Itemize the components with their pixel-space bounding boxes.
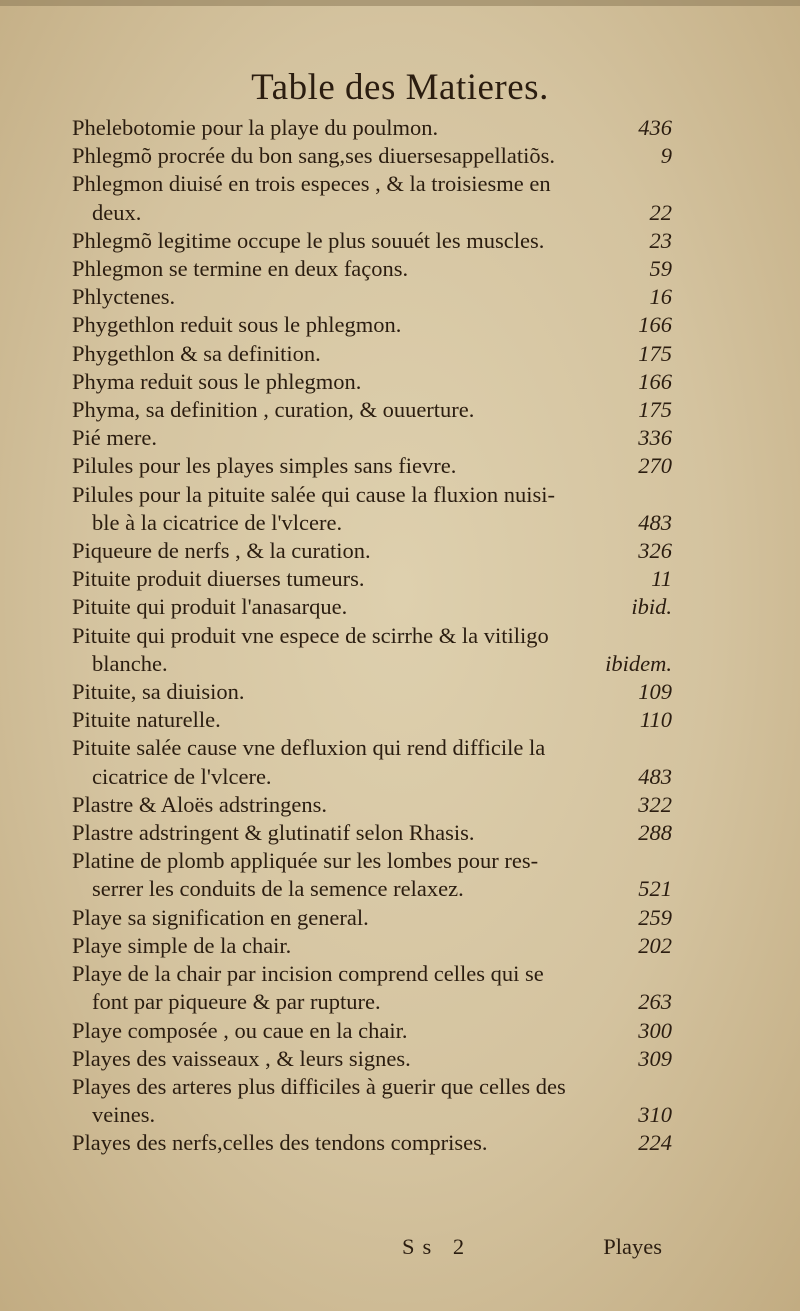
index-entry [72, 565, 672, 593]
index-entry [72, 142, 672, 170]
entry-text: Pituite qui produit vne espece de scirrhe & la vitiligo [72, 622, 549, 648]
entry-page-number: 263 [638, 989, 672, 1015]
entry-page-number: 336 [638, 425, 672, 451]
entry-text: Pituite naturelle. [72, 707, 221, 733]
index-entry [72, 396, 672, 424]
entry-page-number: 483 [638, 509, 672, 535]
index-entry [72, 537, 672, 565]
entry-page-number: 326 [638, 538, 672, 564]
entry-continuation: deux. [92, 199, 142, 225]
entry-text: Phlegmon se termine en deux façons. [72, 256, 409, 282]
signature-mark: Ss 2 [402, 1234, 473, 1259]
index-entry [72, 1073, 672, 1129]
entry-text: Platine de plomb appliquée sur les lombes pour res- [72, 848, 539, 874]
entry-text: Phelebotomie pour la playe du poulmon. [72, 115, 439, 140]
index-entry [72, 678, 672, 706]
entry-page-number: ibidem. [605, 650, 672, 676]
entry-page-number: 9 [660, 143, 672, 169]
index-entry [72, 622, 672, 678]
entry-page-number: 22 [649, 199, 672, 225]
index-entry [72, 170, 672, 226]
entry-text: Phyma, sa definition , curation, & ouuerture. [72, 397, 475, 423]
entry-continuation: veines. [92, 1102, 156, 1128]
entry-page-number: 436 [638, 115, 672, 140]
entry-continuation: serrer les conduits de la semence relaxez. [92, 876, 464, 902]
index-entry [72, 283, 672, 311]
index-entry [72, 791, 672, 819]
index-entry [72, 1129, 672, 1157]
entry-text: Pituite produit diuerses tumeurs. [72, 566, 365, 592]
index-entry [72, 340, 672, 368]
entry-text: Phlegmon diuisé en trois especes , & la troisiesme en [72, 171, 551, 197]
entry-text: Pituite qui produit l'anasarque. [72, 594, 348, 620]
page-title: Table des Matieres. [251, 67, 549, 108]
entry-page-number: 224 [638, 1130, 672, 1156]
index-entry [72, 734, 672, 790]
entry-continuation: font par piqueure & par rupture. [92, 989, 381, 1015]
entry-page-number: 270 [638, 453, 672, 479]
entry-text: Phygethlon & sa definition. [72, 340, 321, 366]
entry-page-number: 300 [638, 1017, 672, 1043]
entry-page-number: 109 [638, 679, 672, 705]
entry-page-number: 202 [638, 932, 672, 958]
entry-page-number: 175 [638, 397, 672, 423]
entry-page-number: 310 [638, 1102, 672, 1128]
entry-text: Pituite, sa diuision. [72, 679, 245, 705]
entry-text: Plastre & Aloës adstringens. [72, 791, 327, 817]
entry-text: Plastre adstringent & glutinatif selon Rhasis. [72, 820, 475, 846]
index-entry [72, 593, 672, 621]
entry-page-number: 288 [638, 820, 672, 846]
entry-page-number: 166 [638, 368, 672, 394]
index-entry [72, 1045, 672, 1073]
entry-page-number: 322 [638, 791, 672, 817]
entry-page-number: 166 [638, 312, 672, 338]
entry-page-number: 110 [639, 707, 672, 733]
entry-text: Phygethlon reduit sous le phlegmon. [72, 312, 402, 338]
entry-text: Playe sa signification en general. [72, 904, 369, 930]
index-entry [72, 932, 672, 960]
index-entry [72, 311, 672, 339]
index-entry [72, 904, 672, 932]
entry-text: Playe composée , ou caue en la chair. [72, 1017, 408, 1043]
entry-continuation: ble à la cicatrice de l'vlcere. [92, 509, 343, 535]
entry-page-number: 16 [649, 284, 672, 310]
entry-text: Playes des nerfs,celles des tendons comprises. [72, 1130, 488, 1156]
index-entry [72, 960, 672, 1016]
entry-continuation: blanche. [92, 650, 168, 676]
index-entry [72, 819, 672, 847]
index-entry [72, 481, 672, 537]
index-entry [72, 706, 672, 734]
entry-text: Phlyctenes. [72, 284, 176, 310]
index-entry [72, 1017, 672, 1045]
entry-text: Playe de la chair par incision comprend celles qui se [72, 961, 544, 987]
entry-page-number: 11 [651, 566, 672, 592]
entry-text: Piqueure de nerfs , & la curation. [72, 538, 371, 564]
index-entries [72, 114, 672, 1158]
catchword: Playes [603, 1234, 662, 1259]
entry-text: Playes des arteres plus difficiles à guerir que celles des [72, 1073, 566, 1099]
entry-text: Phlegmõ procrée du bon sang,ses diuersesappellatiõs. [72, 143, 556, 169]
entry-page-number: 521 [638, 876, 672, 902]
index-entry [72, 368, 672, 396]
index-entry [72, 424, 672, 452]
entry-page-number: 175 [638, 340, 672, 366]
entry-page-number: 59 [649, 256, 672, 282]
entry-text: Pilules pour les playes simples sans fievre. [72, 453, 457, 479]
entry-text: Playes des vaisseaux , & leurs signes. [72, 1045, 411, 1071]
index-entry [72, 255, 672, 283]
entry-continuation: cicatrice de l'vlcere. [92, 763, 272, 789]
entry-page-number: 309 [638, 1045, 672, 1071]
entry-text: Phlegmõ legitime occupe le plus souuét les muscles. [72, 227, 545, 253]
index-entry [72, 452, 672, 480]
entry-text: Playe simple de la chair. [72, 932, 292, 958]
entry-page-number: 259 [638, 904, 672, 930]
entry-text: Phyma reduit sous le phlegmon. [72, 368, 362, 394]
entry-text: Pilules pour la pituite salée qui cause la fluxion nuisi- [72, 481, 556, 507]
entry-page-number: 483 [638, 763, 672, 789]
entry-page-number: 23 [649, 227, 672, 253]
index-entry [72, 227, 672, 255]
index-entry [72, 114, 672, 142]
entry-text: Pituite salée cause vne defluxion qui rend difficile la [72, 735, 546, 761]
page-top-edge [0, 0, 800, 6]
entry-text: Pié mere. [72, 425, 157, 451]
entry-page-number: ibid. [631, 594, 672, 620]
index-entry [72, 847, 672, 903]
